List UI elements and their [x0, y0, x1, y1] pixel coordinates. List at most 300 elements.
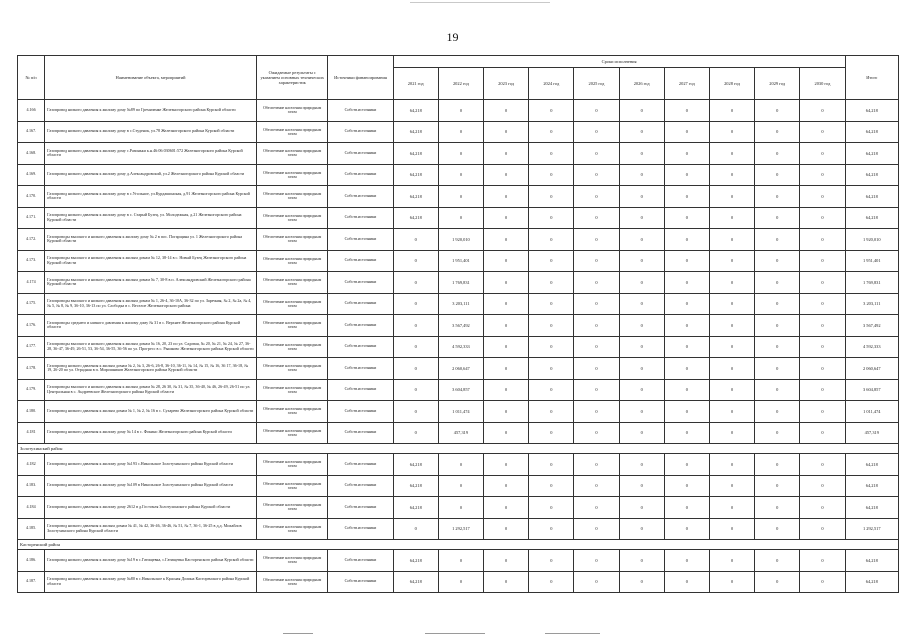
row-year-value: 64,218 [393, 550, 438, 572]
row-year-value: 0 [800, 250, 845, 272]
row-object-name: Газопровод низкого давления к жилому дому д.Александровский, ул.2 Железногорского района Курской области [45, 164, 257, 186]
row-year-value: 0 [800, 401, 845, 423]
row-year-value: 0 [619, 422, 664, 444]
row-index: 4.171. [18, 207, 45, 229]
row-funding-source: Собств.источники [328, 250, 393, 272]
row-year-value: 0 [393, 272, 438, 294]
row-index: 4.178. [18, 358, 45, 380]
row-year-value: 0 [755, 336, 800, 358]
row-year-value: 0 [664, 272, 709, 294]
section-row [18, 540, 899, 550]
row-year-value: 0 [709, 475, 754, 497]
row-year-value: 0 [800, 358, 845, 380]
table-row [18, 164, 899, 186]
row-year-value: 0 [393, 336, 438, 358]
row-index: 4.179. [18, 379, 45, 401]
row-year-value: 0 [755, 422, 800, 444]
row-year-value: 0 [393, 315, 438, 337]
row-year-value: 0 [755, 315, 800, 337]
row-year-value: 0 [529, 518, 574, 540]
row-year-value: 0 [393, 358, 438, 380]
row-index: 4.168. [18, 143, 45, 165]
row-year-value: 0 [709, 186, 754, 208]
row-year-value: 0 [619, 379, 664, 401]
row-index: 4.173. [18, 250, 45, 272]
row-expected-result: Обеспечение населения природным газом [257, 315, 328, 337]
row-funding-source: Собств.источники [328, 550, 393, 572]
row-year-value: 0 [529, 422, 574, 444]
row-year-value: 0 [755, 379, 800, 401]
row-year-value: 3 567,492 [438, 315, 483, 337]
row-funding-source: Собств.источники [328, 293, 393, 315]
row-expected-result: Обеспечение населения природным газом [257, 518, 328, 540]
row-funding-source: Собств.источники [328, 315, 393, 337]
row-total: 2 060,647 [845, 358, 898, 380]
row-year-value: 0 [709, 379, 754, 401]
row-funding-source: Собств.источники [328, 358, 393, 380]
row-year-value: 0 [664, 550, 709, 572]
row-year-value: 0 [574, 143, 619, 165]
row-year-value: 0 [574, 207, 619, 229]
row-year-value: 0 [800, 475, 845, 497]
row-total: 64,218 [845, 164, 898, 186]
row-year-value: 0 [800, 315, 845, 337]
row-year-value: 0 [484, 454, 529, 476]
row-year-value: 0 [800, 518, 845, 540]
row-funding-source: Собств.источники [328, 518, 393, 540]
row-year-value: 0 [709, 454, 754, 476]
row-year-value: 457,319 [438, 422, 483, 444]
row-year-value: 0 [664, 422, 709, 444]
table-row [18, 336, 899, 358]
row-expected-result: Обеспечение населения природным газом [257, 475, 328, 497]
row-index: 4.180. [18, 401, 45, 423]
row-total: 64,218 [845, 207, 898, 229]
header-year: 2023 год [484, 68, 529, 100]
row-year-value: 0 [709, 293, 754, 315]
row-object-name: Газопроводы высокого и низкого давления к жилому дому № 2 в пос. Погарщина ул. 1 Железногорского района Курской области [45, 229, 257, 251]
row-index: 4.183. [18, 475, 45, 497]
row-year-value: 0 [529, 550, 574, 572]
row-year-value: 0 [574, 571, 619, 593]
row-year-value: 0 [484, 475, 529, 497]
row-index: 4.176. [18, 315, 45, 337]
row-funding-source: Собств.источники [328, 422, 393, 444]
row-year-value: 0 [755, 272, 800, 294]
table-row [18, 379, 899, 401]
header-year: 2027 год [664, 68, 709, 100]
row-year-value: 0 [800, 186, 845, 208]
row-total: 64,218 [845, 454, 898, 476]
row-year-value: 0 [619, 121, 664, 143]
row-year-value: 0 [664, 571, 709, 593]
row-year-value: 0 [709, 143, 754, 165]
row-year-value: 0 [664, 100, 709, 122]
row-year-value: 0 [619, 401, 664, 423]
row-year-value: 0 [709, 164, 754, 186]
row-year-value: 0 [709, 497, 754, 519]
row-year-value: 0 [709, 315, 754, 337]
row-year-value: 0 [438, 121, 483, 143]
row-year-value: 0 [484, 571, 529, 593]
header-schedule-group: Сроки исполнения [393, 56, 845, 68]
row-year-value: 0 [529, 379, 574, 401]
row-funding-source: Собств.источники [328, 207, 393, 229]
row-expected-result: Обеспечение населения природным газом [257, 358, 328, 380]
row-year-value: 0 [574, 336, 619, 358]
row-year-value: 0 [484, 379, 529, 401]
row-funding-source: Собств.источники [328, 229, 393, 251]
row-total: 64,218 [845, 475, 898, 497]
header-total: Итого [845, 56, 898, 100]
document-table-wrapper [17, 55, 899, 593]
table-row [18, 272, 899, 294]
row-year-value: 0 [619, 518, 664, 540]
row-total: 64,218 [845, 571, 898, 593]
row-index: 4.181 [18, 422, 45, 444]
row-year-value: 0 [529, 358, 574, 380]
row-expected-result: Обеспечение населения природным газом [257, 454, 328, 476]
row-year-value: 64,218 [393, 497, 438, 519]
row-total: 1 011,474 [845, 401, 898, 423]
row-funding-source: Собств.источники [328, 121, 393, 143]
row-year-value: 0 [484, 315, 529, 337]
row-expected-result: Обеспечение населения природным газом [257, 422, 328, 444]
row-year-value: 0 [619, 550, 664, 572]
row-year-value: 0 [619, 250, 664, 272]
row-year-value: 0 [574, 229, 619, 251]
row-year-value: 0 [484, 497, 529, 519]
row-year-value: 0 [664, 164, 709, 186]
row-year-value: 0 [755, 186, 800, 208]
row-year-value: 0 [619, 186, 664, 208]
row-funding-source: Собств.источники [328, 571, 393, 593]
row-total: 1 951,401 [845, 250, 898, 272]
row-index: 4.166 [18, 100, 45, 122]
row-year-value: 0 [619, 336, 664, 358]
row-expected-result: Обеспечение населения природным газом [257, 379, 328, 401]
row-year-value: 0 [800, 207, 845, 229]
row-total: 64,218 [845, 143, 898, 165]
row-funding-source: Собств.источники [328, 143, 393, 165]
row-object-name: Газопроводы высокого и низкого давления к жилым домам № 28, 26 30, № 31, № 35, 36-40, № 46, 26-49, 26-51 по ул. Центральная в с. Андреевское Железногорского района Курской области [45, 379, 257, 401]
row-year-value: 0 [664, 497, 709, 519]
row-index: 4.169. [18, 164, 45, 186]
row-year-value: 1 951,401 [438, 250, 483, 272]
row-total: 64,218 [845, 550, 898, 572]
row-year-value: 0 [484, 358, 529, 380]
row-object-name: Газопроводы высокого и низкого давления к жилым домам № 7, 30-8 в п. Александровский Железногорского района Курской области [45, 272, 257, 294]
row-year-value: 0 [619, 272, 664, 294]
row-year-value: 0 [664, 143, 709, 165]
row-year-value: 0 [755, 358, 800, 380]
scan-edge-bottom-left [283, 633, 313, 634]
row-year-value: 0 [755, 401, 800, 423]
row-year-value: 0 [574, 550, 619, 572]
row-year-value: 0 [529, 454, 574, 476]
header-index: № п/п [18, 56, 45, 100]
row-expected-result: Обеспечение населения природным газом [257, 293, 328, 315]
row-year-value: 64,218 [393, 454, 438, 476]
row-year-value: 0 [529, 164, 574, 186]
row-year-value: 0 [709, 250, 754, 272]
row-year-value: 0 [529, 100, 574, 122]
row-year-value: 0 [484, 164, 529, 186]
row-year-value: 0 [574, 100, 619, 122]
row-year-value: 0 [709, 229, 754, 251]
table-row [18, 475, 899, 497]
row-year-value: 64,218 [393, 571, 438, 593]
header-expected-results: Ожидаемые результаты с указанием основных технических характеристик [257, 56, 328, 100]
row-object-name: Газопровод низкого давления к жилым домам № 41, № 42, 36-46, 36-46, № 51, № 7, 36-1, 36-25 в д.д. Михайлов Золотухинского района Курской области [45, 518, 257, 540]
row-index: 4.186. [18, 550, 45, 572]
row-year-value: 64,218 [393, 186, 438, 208]
table-row [18, 293, 899, 315]
header-year: 2022 год [438, 68, 483, 100]
row-year-value: 0 [438, 497, 483, 519]
row-year-value: 3 604,857 [438, 379, 483, 401]
row-year-value: 0 [574, 401, 619, 423]
row-year-value: 3 203,111 [438, 293, 483, 315]
table-row [18, 100, 899, 122]
table-row [18, 207, 899, 229]
row-year-value: 0 [574, 518, 619, 540]
table-row [18, 518, 899, 540]
row-year-value: 0 [755, 293, 800, 315]
row-year-value: 0 [484, 550, 529, 572]
row-year-value: 0 [664, 121, 709, 143]
row-funding-source: Собств.источники [328, 272, 393, 294]
row-year-value: 0 [484, 250, 529, 272]
row-expected-result: Обеспечение населения природным газом [257, 272, 328, 294]
row-year-value: 0 [800, 422, 845, 444]
row-year-value: 0 [664, 293, 709, 315]
table-row [18, 250, 899, 272]
row-year-value: 0 [619, 315, 664, 337]
row-year-value: 0 [664, 358, 709, 380]
row-expected-result: Обеспечение населения природным газом [257, 207, 328, 229]
row-year-value: 0 [484, 143, 529, 165]
row-total: 3 203,111 [845, 293, 898, 315]
row-year-value: 2 060,647 [438, 358, 483, 380]
row-object-name: Газопровод низкого давления к жилому дому 2612 в д.Гостомля Золотухинского района Курской области [45, 497, 257, 519]
row-year-value: 0 [619, 454, 664, 476]
row-year-value: 0 [755, 229, 800, 251]
row-year-value: 0 [529, 475, 574, 497]
row-year-value: 0 [800, 336, 845, 358]
row-year-value: 0 [619, 475, 664, 497]
row-expected-result: Обеспечение населения природным газом [257, 550, 328, 572]
row-year-value: 0 [529, 250, 574, 272]
row-year-value: 0 [709, 401, 754, 423]
row-year-value: 0 [664, 207, 709, 229]
row-funding-source: Собств.источники [328, 497, 393, 519]
row-object-name: Газопроводы высокого и низкого давления к жилым домам № 12, 38-14 в с. Новый Бузец Железногорского района Курской области [45, 250, 257, 272]
row-total: 64,218 [845, 121, 898, 143]
page-number: 19 [446, 30, 459, 44]
row-year-value: 0 [574, 422, 619, 444]
row-year-value: 0 [755, 571, 800, 593]
row-total: 64,218 [845, 186, 898, 208]
row-year-value: 0 [484, 293, 529, 315]
row-year-value: 0 [709, 550, 754, 572]
row-year-value: 0 [393, 379, 438, 401]
row-year-value: 0 [529, 143, 574, 165]
row-year-value: 0 [619, 358, 664, 380]
table-row [18, 550, 899, 572]
row-expected-result: Обеспечение населения природным газом [257, 250, 328, 272]
section-title: Касторенский район [18, 540, 899, 550]
row-year-value: 0 [800, 454, 845, 476]
row-year-value: 0 [664, 229, 709, 251]
row-year-value: 0 [438, 475, 483, 497]
scan-edge-top [410, 2, 550, 3]
row-object-name: Газопровод низкого давления к жилому дому с.Разиньки к.н.46:06:030601:572 Железногорского района Курской области [45, 143, 257, 165]
row-total: 457,319 [845, 422, 898, 444]
row-year-value: 0 [484, 186, 529, 208]
row-expected-result: Обеспечение населения природным газом [257, 401, 328, 423]
section-row [18, 444, 899, 454]
row-funding-source: Собств.источники [328, 454, 393, 476]
table-row [18, 401, 899, 423]
row-index: 4.175. [18, 293, 45, 315]
row-year-value: 0 [619, 229, 664, 251]
row-index: 4.182 [18, 454, 45, 476]
table-row [18, 186, 899, 208]
row-index: 4.185. [18, 518, 45, 540]
row-object-name: Газопровод низкого давления к жилому дому №80 в с.Никольское к Красная Долина Касторенского района Курской области [45, 571, 257, 593]
row-total: 1 292,517 [845, 518, 898, 540]
row-index: 4.167. [18, 121, 45, 143]
row-year-value: 0 [484, 100, 529, 122]
row-year-value: 0 [709, 518, 754, 540]
row-year-value: 0 [664, 401, 709, 423]
row-funding-source: Собств.источники [328, 186, 393, 208]
row-year-value: 0 [800, 229, 845, 251]
row-year-value: 0 [438, 100, 483, 122]
row-year-value: 1 292,517 [438, 518, 483, 540]
row-year-value: 0 [800, 100, 845, 122]
row-year-value: 0 [438, 550, 483, 572]
row-funding-source: Собств.источники [328, 379, 393, 401]
row-year-value: 0 [709, 571, 754, 593]
investment-program-table [17, 55, 899, 593]
row-year-value: 64,218 [393, 475, 438, 497]
row-year-value: 0 [619, 293, 664, 315]
table-row [18, 497, 899, 519]
row-year-value: 0 [619, 100, 664, 122]
table-row [18, 571, 899, 593]
row-year-value: 0 [484, 422, 529, 444]
row-year-value: 0 [484, 336, 529, 358]
row-year-value: 0 [529, 401, 574, 423]
row-year-value: 0 [574, 121, 619, 143]
header-funding-source: Источники финансирования [328, 56, 393, 100]
row-year-value: 0 [709, 121, 754, 143]
header-year: 2025 год [574, 68, 619, 100]
row-index: 4.172. [18, 229, 45, 251]
row-year-value: 64,218 [393, 121, 438, 143]
row-year-value: 0 [664, 454, 709, 476]
row-expected-result: Обеспечение населения природным газом [257, 336, 328, 358]
row-index: 4.187. [18, 571, 45, 593]
row-year-value: 0 [664, 250, 709, 272]
row-expected-result: Обеспечение населения природным газом [257, 571, 328, 593]
row-year-value: 0 [393, 401, 438, 423]
table-row [18, 315, 899, 337]
row-year-value: 0 [619, 207, 664, 229]
row-object-name: Газопровод низкого давления к жилому дому №193 с.Никольское Золотухинского района Курской области [45, 454, 257, 476]
header-year: 2030 год [800, 68, 845, 100]
row-funding-source: Собств.источники [328, 475, 393, 497]
row-object-name: Газопровод низкого давления к жилому дому №19 в с.Гатищевка, с.Гатищевка Касторенского района Курской области [45, 550, 257, 572]
row-year-value: 0 [800, 272, 845, 294]
row-year-value: 0 [574, 250, 619, 272]
row-funding-source: Собств.источники [328, 164, 393, 186]
row-year-value: 0 [484, 518, 529, 540]
row-year-value: 0 [393, 422, 438, 444]
row-year-value: 0 [438, 164, 483, 186]
table-row [18, 229, 899, 251]
row-object-name: Газопровод низкого давления к жилому дому в с.Угольное, ул.Курдашинская, д.91 Железногорского района Курской области [45, 186, 257, 208]
row-year-value: 0 [664, 379, 709, 401]
row-object-name: Газопровод низкого давления к жилым домам № 1, № 2, № 16 в с. Сухарево Железногорского района Курской области [45, 401, 257, 423]
scan-edge-bottom-center [425, 633, 485, 634]
row-year-value: 0 [484, 207, 529, 229]
table-row [18, 454, 899, 476]
row-year-value: 0 [393, 250, 438, 272]
row-year-value: 0 [529, 207, 574, 229]
table-row [18, 143, 899, 165]
row-year-value: 0 [800, 293, 845, 315]
row-year-value: 0 [755, 121, 800, 143]
row-year-value: 0 [664, 315, 709, 337]
row-year-value: 0 [529, 229, 574, 251]
row-year-value: 0 [800, 497, 845, 519]
row-total: 64,218 [845, 100, 898, 122]
row-year-value: 0 [800, 143, 845, 165]
row-year-value: 0 [529, 186, 574, 208]
table-row [18, 358, 899, 380]
row-year-value: 0 [529, 571, 574, 593]
row-year-value: 0 [484, 401, 529, 423]
row-year-value: 0 [484, 121, 529, 143]
row-year-value: 0 [619, 164, 664, 186]
scan-edge-bottom-right [545, 633, 600, 634]
row-year-value: 0 [709, 422, 754, 444]
row-year-value: 0 [574, 293, 619, 315]
row-year-value: 0 [709, 272, 754, 294]
row-year-value: 1 920,010 [438, 229, 483, 251]
row-year-value: 0 [393, 518, 438, 540]
row-total: 64,218 [845, 497, 898, 519]
row-year-value: 0 [438, 186, 483, 208]
row-year-value: 0 [574, 272, 619, 294]
header-year: 2024 год [529, 68, 574, 100]
row-year-value: 0 [800, 550, 845, 572]
table-row [18, 121, 899, 143]
row-year-value: 0 [574, 315, 619, 337]
row-year-value: 0 [484, 272, 529, 294]
row-year-value: 0 [664, 475, 709, 497]
row-year-value: 0 [619, 571, 664, 593]
row-year-value: 0 [800, 379, 845, 401]
row-funding-source: Собств.источники [328, 336, 393, 358]
row-funding-source: Собств.источники [328, 100, 393, 122]
row-total: 1 920,010 [845, 229, 898, 251]
row-year-value: 64,218 [393, 207, 438, 229]
row-year-value: 0 [755, 550, 800, 572]
